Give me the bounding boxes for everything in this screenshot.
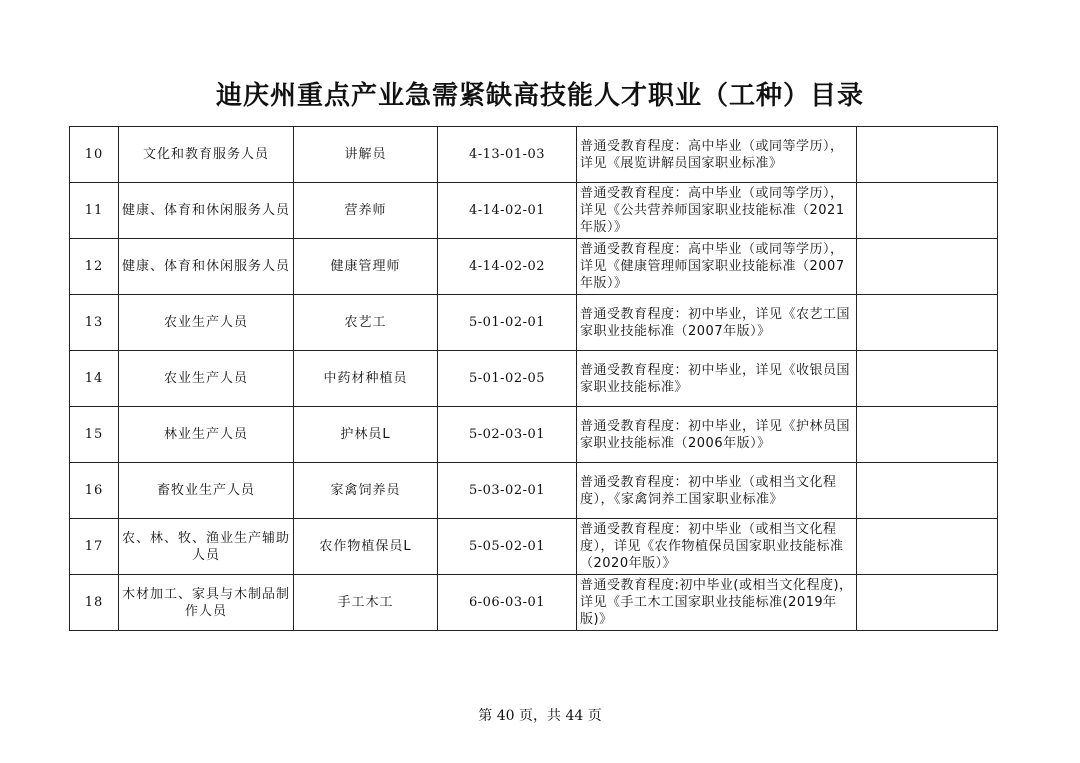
row-number: 15 [70, 407, 119, 463]
requirement-cell: 普通受教育程度：高中毕业（或同等学历），详见《展览讲解员国家职业标准》 [577, 127, 857, 183]
note-cell [857, 575, 998, 631]
note-cell [857, 183, 998, 239]
requirement-cell: 普通受教育程度：初中毕业，详见《护林员国家职业技能标准（2006年版）》 [577, 407, 857, 463]
code-cell: 4-13-01-03 [438, 127, 577, 183]
note-cell [857, 407, 998, 463]
table-row [70, 239, 998, 295]
row-number: 18 [70, 575, 119, 631]
category-cell: 农、林、牧、渔业生产辅助人员 [119, 519, 294, 575]
occupation-cell: 健康管理师 [294, 239, 438, 295]
occupation-table [69, 126, 998, 631]
note-cell [857, 351, 998, 407]
category-cell: 畜牧业生产人员 [119, 463, 294, 519]
occupation-cell: 中药材种植员 [294, 351, 438, 407]
table-row [70, 463, 998, 519]
note-cell [857, 463, 998, 519]
code-cell: 5-01-02-05 [438, 351, 577, 407]
row-number: 14 [70, 351, 119, 407]
code-cell: 5-03-02-01 [438, 463, 577, 519]
note-cell [857, 127, 998, 183]
page-footer: 第 40 页，共 44 页 [478, 708, 602, 724]
category-cell: 林业生产人员 [119, 407, 294, 463]
occupation-cell: 护林员L [294, 407, 438, 463]
code-cell: 6-06-03-01 [438, 575, 577, 631]
note-cell [857, 295, 998, 351]
row-number: 12 [70, 239, 119, 295]
page-title: 迪庆州重点产业急需紧缺高技能人才职业（工种）目录 [215, 81, 864, 111]
occupation-cell: 农作物植保员L [294, 519, 438, 575]
occupation-cell: 手工木工 [294, 575, 438, 631]
table-row [70, 295, 998, 351]
requirement-cell: 普通受教育程度：初中毕业，详见《农艺工国家职业技能标准（2007年版）》 [577, 295, 857, 351]
row-number: 10 [70, 127, 119, 183]
occupation-cell: 农艺工 [294, 295, 438, 351]
row-number: 16 [70, 463, 119, 519]
requirement-cell: 普通受教育程度：初中毕业（或相当文化程度），《家禽饲养工国家职业标准》 [577, 463, 857, 519]
row-number: 11 [70, 183, 119, 239]
note-cell [857, 239, 998, 295]
category-cell: 健康、体育和休闲服务人员 [119, 239, 294, 295]
requirement-cell: 普通受教育程度：高中毕业（或同等学历），详见《公共营养师国家职业技能标准（2021年版）》 [577, 183, 857, 239]
requirement-cell: 普通受教育程度：初中毕业（或相当文化程度），详见《农作物植保员国家职业技能标准（2020年版）》 [577, 519, 857, 575]
table-row [70, 407, 998, 463]
requirement-cell: 普通受教育程度:初中毕业(或相当文化程度)，详见《手工木工国家职业技能标准(2019年版)》 [577, 575, 857, 631]
category-cell: 健康、体育和休闲服务人员 [119, 183, 294, 239]
table-row [70, 575, 998, 631]
occupation-cell: 家禽饲养员 [294, 463, 438, 519]
occupation-cell: 讲解员 [294, 127, 438, 183]
code-cell: 5-05-02-01 [438, 519, 577, 575]
code-cell: 4-14-02-01 [438, 183, 577, 239]
note-cell [857, 519, 998, 575]
code-cell: 4-14-02-02 [438, 239, 577, 295]
table-row [70, 127, 998, 183]
code-cell: 5-01-02-01 [438, 295, 577, 351]
row-number: 17 [70, 519, 119, 575]
category-cell: 文化和教育服务人员 [119, 127, 294, 183]
category-cell: 农业生产人员 [119, 295, 294, 351]
table-row [70, 519, 998, 575]
category-cell: 木材加工、家具与木制品制作人员 [119, 575, 294, 631]
table-row [70, 351, 998, 407]
occupation-cell: 营养师 [294, 183, 438, 239]
requirement-cell: 普通受教育程度：初中毕业，详见《收银员国家职业技能标准》 [577, 351, 857, 407]
code-cell: 5-02-03-01 [438, 407, 577, 463]
row-number: 13 [70, 295, 119, 351]
category-cell: 农业生产人员 [119, 351, 294, 407]
requirement-cell: 普通受教育程度：高中毕业（或同等学历），详见《健康管理师国家职业技能标准（2007年版）》 [577, 239, 857, 295]
table-row [70, 183, 998, 239]
